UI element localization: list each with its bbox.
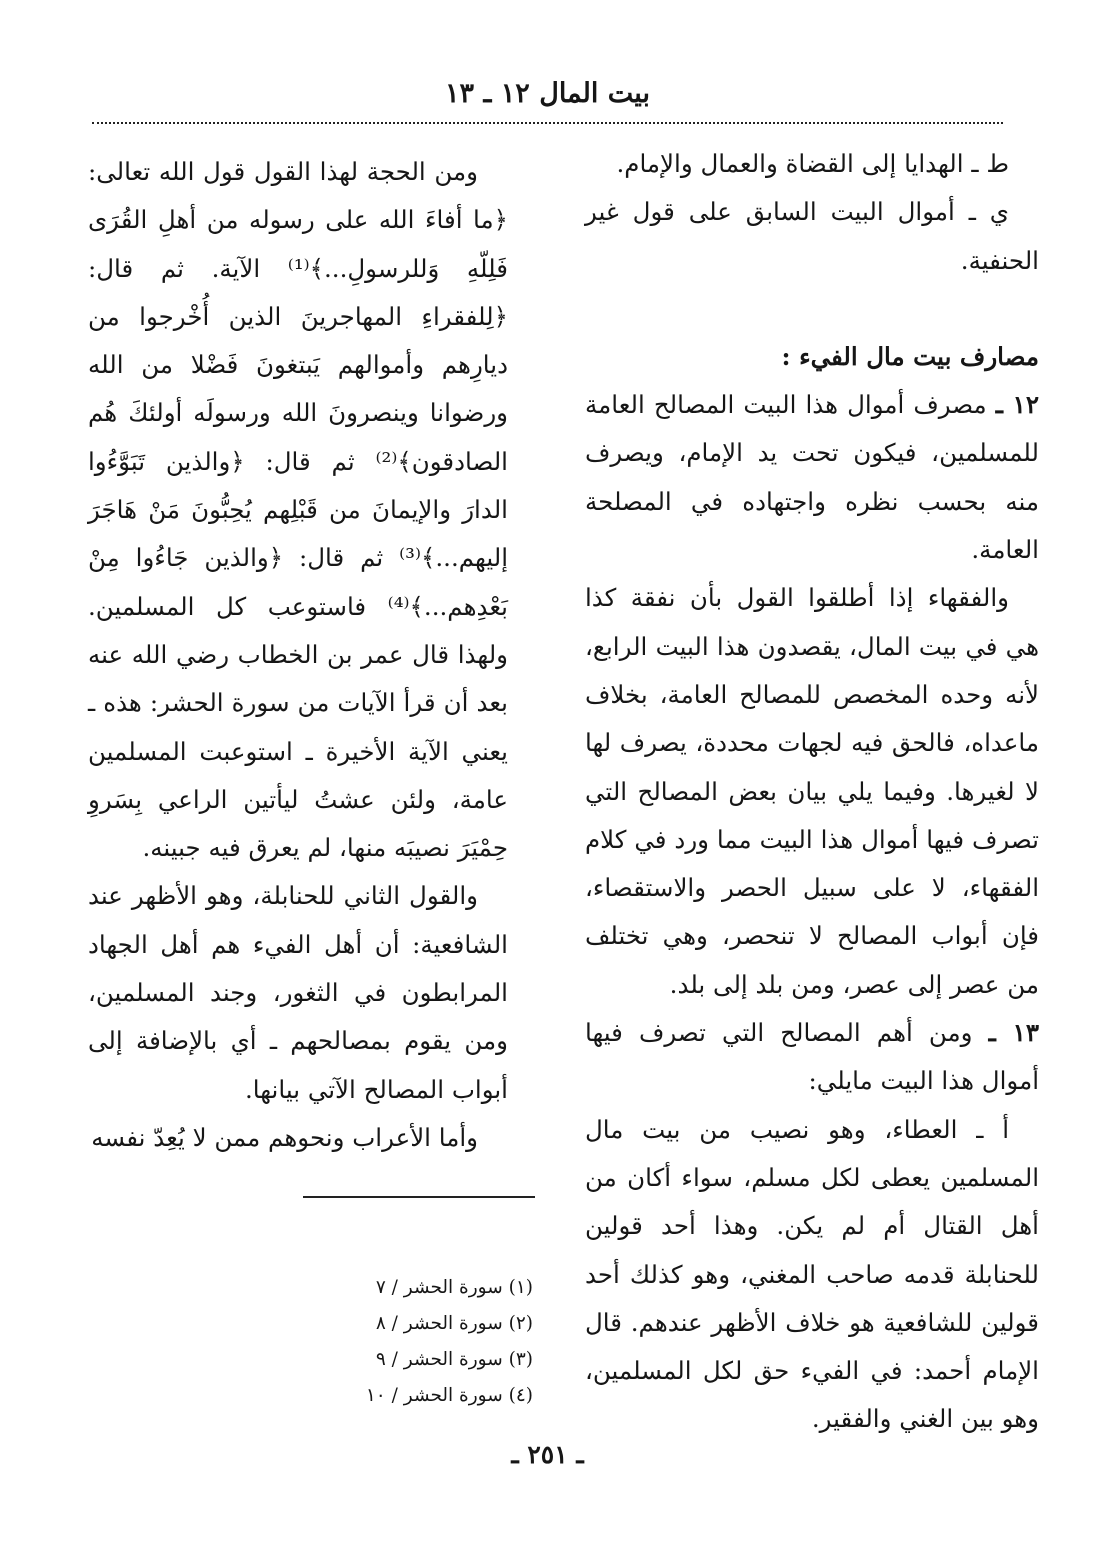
paragraph-number-13: ١٣ ـ <box>988 1018 1039 1048</box>
footnote-3: (٣) سورة الحشر / ٩ <box>375 1349 533 1370</box>
footnotes <box>173 1270 533 1414</box>
left-paragraph-2: والقول الثاني للحنابلة، وهو الأظهر عند الشافعية: أن أهل الفيء هم أهل الجهاد المرابطون في الثغور، وجند المسلمين، ومن يقوم بمصالحهم ـ أي بالإضافة إلى أبواب المصالح الآتي بيانها. <box>88 881 508 1104</box>
spacer <box>585 285 1039 333</box>
item-t: ط ـ الهدايا إلى القضاة والعمال والإمام. <box>616 149 1009 178</box>
footnote-4: (٤) سورة الحشر / ١٠ <box>365 1385 533 1406</box>
footnote-rule <box>303 1196 535 1198</box>
left-paragraph-1: ومن الحجة لهذا القول قول الله تعالى: ﴿ما أفاءَ الله على رسوله من أهلِ القُرَى فَلِلّهِ وَللرسولِ...﴾⁽¹⁾ الآية. ثم قال: ﴿لِلفقراءِ المهاجرينَ الذين أُخْرجوا من ديارِهم وأموالهم يَبتغونَ فَضْلا من الله ورضوانا وينصرونَ الله ورسولَه أولئكَ هُم الصادقون﴾⁽²⁾ ثم قال: ﴿والذين تَبَوَّءُوا الدارَ والإيمانَ من قَبْلِهم يُحِبُّونَ مَنْ هَاجَرَ إليهم...﴾⁽³⁾ ثم قال: ﴿والذين جَاءُوا مِنْ بَعْدِهم...﴾⁽⁴⁾ فاستوعب كل المسلمين. ولهذا قال عمر بن الخطاب رضي الله عنه بعد أن قرأ الآيات من سورة الحشر: هذه ـ يعني الآية الأخيرة ـ استوعبت المسلمين عامة، ولئن عشتُ ليأتين الراعي بِسَروِ حِمْيَرَ نصيبَه منها، لم يعرق فيه جبينه. <box>88 157 508 863</box>
running-header: بيت المال ١٢ ـ ١٣ <box>445 78 650 109</box>
footnote-1: (١) سورة الحشر / ٧ <box>375 1277 533 1298</box>
item-y: ي ـ أموال البيت السابق على قول غير الحنفية. <box>585 197 1039 275</box>
section-heading: مصارف بيت مال الفيء : <box>781 341 1039 371</box>
paragraph-13 <box>585 1009 1039 1106</box>
left-paragraph-3: وأما الأعراب ونحوهم ممن لا يُعِدّ نفسه <box>91 1122 478 1152</box>
paragraph-12 <box>585 381 1039 574</box>
left-column <box>88 148 508 1162</box>
paragraph-number-12: ١٢ ـ <box>995 390 1039 420</box>
paragraph-13a: أ ـ العطاء، وهو نصيب من بيت مال المسلمين يعطى لكل مسلم، سواء أكان من أهل القتال أم لم يكن. وهذا أحد قولين للحنابلة قدمه صاحب المغني، وهو كذلك أحد قولين للشافعية هو خلاف الأظهر عندهم. قال الإمام أحمد: في الفيء حق لكل المسلمين، وهو بين الغني والفقير. <box>585 1114 1039 1434</box>
footnote-2: (٢) سورة الحشر / ٨ <box>375 1313 533 1334</box>
paragraph-12b: والفقهاء إذا أطلقوا القول بأن نفقة كذا هي في بيت المال، يقصدون هذا البيت الرابع، لأنه وحده المخصص للمصالح العامة، بخلاف ماعداه، فالحق فيه لجهات محددة، يصرف لها لا لغيرها. وفيما يلي بيان بعض المصالح التي تصرف فيها أموال هذا البيت مما ورد في كلام الفقهاء، لا على سبيل الحصر والاستقصاء، فإن أبواب المصالح لا تنحصر، وهي تختلف من عصر إلى عصر، ومن بلد إلى بلد. <box>585 583 1039 999</box>
header-dotted-rule <box>92 122 1003 124</box>
right-column <box>585 140 1039 1444</box>
paragraph-12-text: مصرف أموال هذا البيت المصالح العامة للمسلمين، فيكون تحت يد الإمام، ويصرف منه بحسب نظره واجتهاده في المصلحة العامة. <box>585 390 1039 565</box>
page-number: ـ ٢٥١ ـ <box>511 1440 584 1469</box>
paragraph-13-text: ومن أهم المصالح التي تصرف فيها أموال هذا البيت مايلي: <box>585 1018 1039 1096</box>
